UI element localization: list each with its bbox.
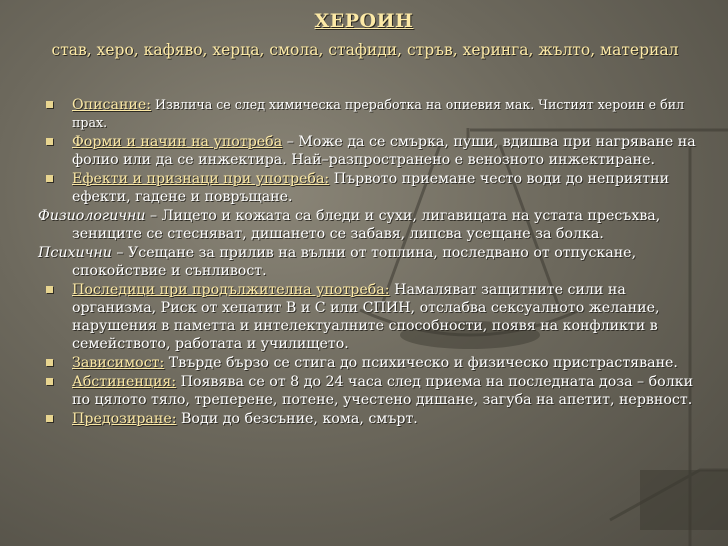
sub-text: – Лицето и кожата са бледи и сухи, лигавицата на устата пресъхва, зениците се стесняват, дишането се забавя, липсва усещане за болка. bbox=[72, 208, 661, 242]
sub-label: Физиологични bbox=[38, 208, 146, 224]
item-label: Зависимост: bbox=[72, 355, 165, 371]
list-item-usage bbox=[38, 133, 714, 169]
item-label: Описание: bbox=[72, 97, 152, 113]
item-text: Извлича се след химическа преработка на опиевия мак. Чистият хероин е бил прах. bbox=[72, 97, 685, 130]
bullet-icon bbox=[46, 101, 53, 108]
bullet-icon bbox=[46, 415, 53, 422]
bullet-icon bbox=[46, 359, 53, 366]
list-item-effects bbox=[38, 170, 714, 206]
bullet-icon bbox=[46, 175, 53, 182]
sub-label: Психични bbox=[38, 245, 112, 261]
list-item-description bbox=[38, 96, 714, 132]
item-text: Първото приемане често води до неприятни ефекти, гадене и повръщане. bbox=[72, 171, 670, 205]
psychological-effects bbox=[38, 244, 714, 280]
list-item-consequences bbox=[38, 281, 714, 353]
sub-text: – Усещане за прилив на вълни от топлина, последвано от отпускане, спокойствие и сънливост. bbox=[72, 245, 637, 279]
item-text: – Може да се смърка, пуши, вдишва при нагряване на фолио или да се инжектира. Най–разпространено е венозното инжектиране. bbox=[72, 134, 696, 168]
bullet-icon bbox=[46, 378, 53, 385]
content-body bbox=[38, 96, 714, 429]
bullet-icon bbox=[46, 138, 53, 145]
page-subtitle: став, херо, кафяво, херца, смола, стафиди, стръв, херинга, жълто, материал bbox=[51, 41, 679, 59]
item-text: Твърде бързо се стига до психическо и физическо пристрастяване. bbox=[164, 355, 678, 371]
item-label: Ефекти и признаци при употреба: bbox=[72, 171, 330, 187]
list-item-withdrawal bbox=[38, 373, 714, 409]
list-item-overdose bbox=[38, 410, 714, 428]
item-text: Води до безсъние, кома, смърт. bbox=[176, 411, 418, 427]
item-label: Форми и начин на употреба bbox=[72, 134, 283, 150]
physiological-effects bbox=[38, 207, 714, 243]
bullet-icon bbox=[46, 286, 53, 293]
item-text: Появява се от 8 до 24 часа след приема на последната доза – болки по цялото тяло, треперене, потене, учестено дишане, загуба на апетит, нервност. bbox=[72, 374, 694, 408]
page-title: ХЕРОИН bbox=[314, 10, 414, 32]
list-item-dependence bbox=[38, 354, 714, 372]
item-label: Предозиране: bbox=[72, 411, 177, 427]
item-text: Намаляват защитните сили на организма, Риск от хепатит В и С или СПИН, отслабва сексуалното желание, нарушения в паметта и интелектуалните способности, появя на конфликти в семейството, работата и училището. bbox=[72, 282, 660, 352]
item-label: Абстиненция: bbox=[72, 374, 177, 390]
item-label: Последици при продължителна употреба: bbox=[72, 282, 390, 298]
